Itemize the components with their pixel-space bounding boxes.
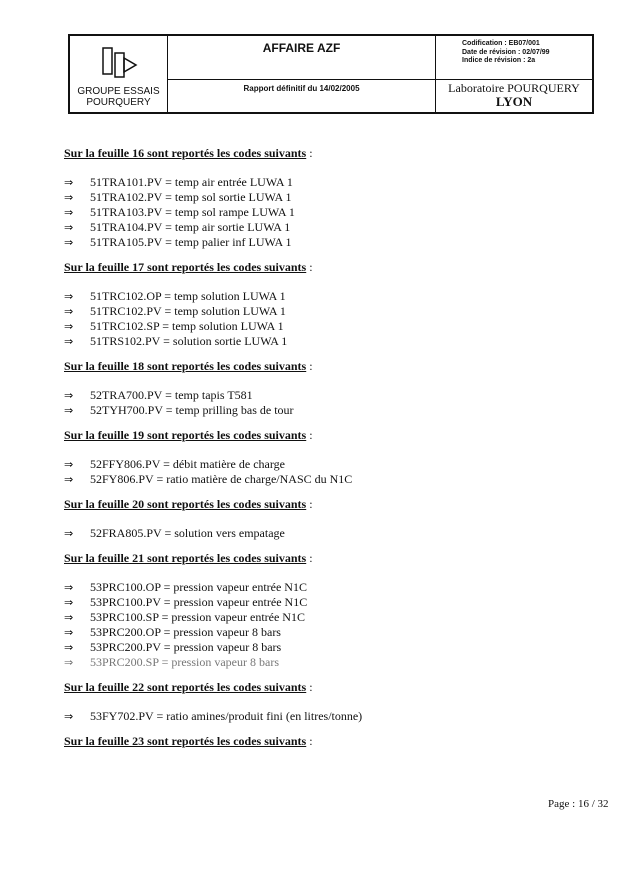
code-list-item	[60, 220, 580, 235]
double-arrow-icon: ⇒	[64, 611, 74, 624]
double-arrow-icon: ⇒	[64, 710, 74, 723]
code-definition: 51TRA101.PV = temp air entrée LUWA 1	[90, 175, 293, 189]
section-heading-text: Sur la feuille 20 sont reportés les codes suivants	[64, 497, 307, 511]
double-arrow-icon: ⇒	[64, 458, 74, 471]
section-heading-colon: :	[306, 497, 313, 511]
code-definition: 51TRA102.PV = temp sol sortie LUWA 1	[90, 190, 292, 204]
section-heading-text: Sur la feuille 18 sont reportés les codes suivants	[64, 359, 307, 373]
code-list-item	[60, 640, 580, 655]
code-definition: 53FY702.PV = ratio amines/produit fini (en litres/tonne)	[90, 709, 363, 723]
section-heading	[64, 428, 580, 443]
section-heading-colon: :	[306, 260, 313, 274]
codification: Codification : EB07/001	[462, 40, 540, 47]
code-list	[60, 175, 580, 250]
section-heading-colon: :	[306, 428, 313, 442]
org-line-1: GROUPE ESSAIS	[77, 86, 160, 97]
sheet-section	[60, 359, 580, 418]
revision-date: Date de révision : 02/07/99	[462, 48, 550, 56]
code-list	[60, 526, 580, 541]
section-heading	[64, 497, 580, 512]
sheet-section	[60, 680, 580, 724]
double-arrow-icon: ⇒	[64, 335, 74, 348]
logo-cell	[70, 36, 168, 112]
section-heading-colon: :	[306, 551, 313, 565]
sheet-section	[60, 428, 580, 487]
code-list-item	[60, 388, 580, 403]
codification-block	[436, 36, 592, 80]
double-arrow-icon: ⇒	[64, 236, 74, 249]
code-definition: 52FFY806.PV = débit matière de charge	[90, 457, 285, 471]
code-definition: 53PRC200.PV = pression vapeur 8 bars	[90, 640, 282, 654]
section-heading-text: Sur la feuille 23 sont reportés les codes suivants	[64, 734, 307, 748]
org-line-2: POURQUERY	[86, 97, 151, 108]
code-list-item	[60, 190, 580, 205]
section-heading-text: Sur la feuille 22 sont reportés les codes suivants	[64, 680, 307, 694]
code-list-item	[60, 625, 580, 640]
code-definition: 51TRA105.PV = temp palier inf LUWA 1	[90, 235, 292, 249]
code-list-item	[60, 235, 580, 250]
double-arrow-icon: ⇒	[64, 305, 74, 318]
double-arrow-icon: ⇒	[64, 176, 74, 189]
section-heading	[64, 734, 580, 749]
code-list	[60, 388, 580, 418]
double-arrow-icon: ⇒	[64, 626, 74, 639]
sheet-section	[60, 260, 580, 349]
document-header	[68, 34, 594, 114]
sheet-section	[60, 734, 580, 749]
code-definition: 52FY806.PV = ratio matière de charge/NASC du N1C	[90, 472, 353, 486]
section-heading-text: Sur la feuille 16 sont reportés les codes suivants	[64, 146, 307, 160]
code-list-item	[60, 526, 580, 541]
code-list-item	[60, 334, 580, 349]
double-arrow-icon: ⇒	[64, 206, 74, 219]
group-logo-icon	[100, 44, 140, 78]
section-heading-colon: :	[306, 146, 313, 160]
section-heading-colon: :	[306, 734, 313, 748]
double-arrow-icon: ⇒	[64, 656, 74, 669]
code-definition: 52TRA700.PV = temp tapis T581	[90, 388, 253, 402]
code-sections	[60, 146, 580, 763]
section-heading-text: Sur la feuille 21 sont reportés les codes suivants	[64, 551, 307, 565]
code-list-item	[60, 175, 580, 190]
double-arrow-icon: ⇒	[64, 641, 74, 654]
laboratory-block	[436, 80, 592, 112]
code-definition: 51TRC102.SP = temp solution LUWA 1	[90, 319, 284, 333]
code-list	[60, 457, 580, 487]
double-arrow-icon: ⇒	[64, 404, 74, 417]
code-list-item	[60, 403, 580, 418]
section-heading	[64, 551, 580, 566]
code-definition: 51TRC102.PV = temp solution LUWA 1	[90, 304, 286, 318]
section-heading	[64, 260, 580, 275]
double-arrow-icon: ⇒	[64, 527, 74, 540]
laboratory-name: Laboratoire POURQUERY	[448, 81, 580, 95]
code-definition: 53PRC100.OP = pression vapeur entrée N1C	[90, 580, 307, 594]
organisation-name	[70, 86, 167, 108]
double-arrow-icon: ⇒	[64, 473, 74, 486]
code-definition: 53PRC100.SP = pression vapeur entrée N1C	[90, 610, 305, 624]
code-list-item	[60, 610, 580, 625]
code-list	[60, 289, 580, 349]
project-title: AFFAIRE AZF	[168, 36, 436, 80]
code-list-item	[60, 289, 580, 304]
code-definition: 52FRA805.PV = solution vers empatage	[90, 526, 285, 540]
section-heading	[64, 146, 580, 161]
section-heading	[64, 680, 580, 695]
code-definition: 51TRC102.OP = temp solution LUWA 1	[90, 289, 286, 303]
code-list-item	[60, 319, 580, 334]
sheet-section	[60, 497, 580, 541]
section-heading-text: Sur la feuille 19 sont reportés les codes suivants	[64, 428, 307, 442]
code-list-item	[60, 304, 580, 319]
double-arrow-icon: ⇒	[64, 221, 74, 234]
code-list-item	[60, 457, 580, 472]
code-list	[60, 709, 580, 724]
sheet-section	[60, 146, 580, 250]
page-number: Page : 16 / 32	[548, 798, 609, 810]
section-heading-colon: :	[306, 359, 313, 373]
double-arrow-icon: ⇒	[64, 581, 74, 594]
code-list-item	[60, 595, 580, 610]
code-definition: 53PRC100.PV = pression vapeur entrée N1C	[90, 595, 308, 609]
code-list-item	[60, 580, 580, 595]
code-definition: 51TRS102.PV = solution sortie LUWA 1	[90, 334, 288, 348]
laboratory-city: LYON	[495, 94, 533, 109]
double-arrow-icon: ⇒	[64, 290, 74, 303]
code-list-item	[60, 709, 580, 724]
section-heading	[64, 359, 580, 374]
code-list	[60, 580, 580, 670]
section-heading-colon: :	[306, 680, 313, 694]
double-arrow-icon: ⇒	[64, 389, 74, 402]
section-heading-text: Sur la feuille 17 sont reportés les codes suivants	[64, 260, 307, 274]
code-list-item	[60, 472, 580, 487]
report-label: Rapport définitif du 14/02/2005	[168, 80, 436, 112]
code-definition: 51TRA103.PV = temp sol rampe LUWA 1	[90, 205, 295, 219]
code-list-item	[60, 655, 580, 670]
code-definition: 53PRC200.OP = pression vapeur 8 bars	[90, 625, 281, 639]
double-arrow-icon: ⇒	[64, 596, 74, 609]
double-arrow-icon: ⇒	[64, 320, 74, 333]
double-arrow-icon: ⇒	[64, 191, 74, 204]
revision-index: Indice de révision : 2a	[462, 57, 536, 64]
code-list-item	[60, 205, 580, 220]
code-definition: 53PRC200.SP = pression vapeur 8 bars	[90, 655, 279, 669]
code-definition: 51TRA104.PV = temp air sortie LUWA 1	[90, 220, 291, 234]
code-definition: 52TYH700.PV = temp prilling bas de tour	[90, 403, 294, 417]
sheet-section	[60, 551, 580, 670]
